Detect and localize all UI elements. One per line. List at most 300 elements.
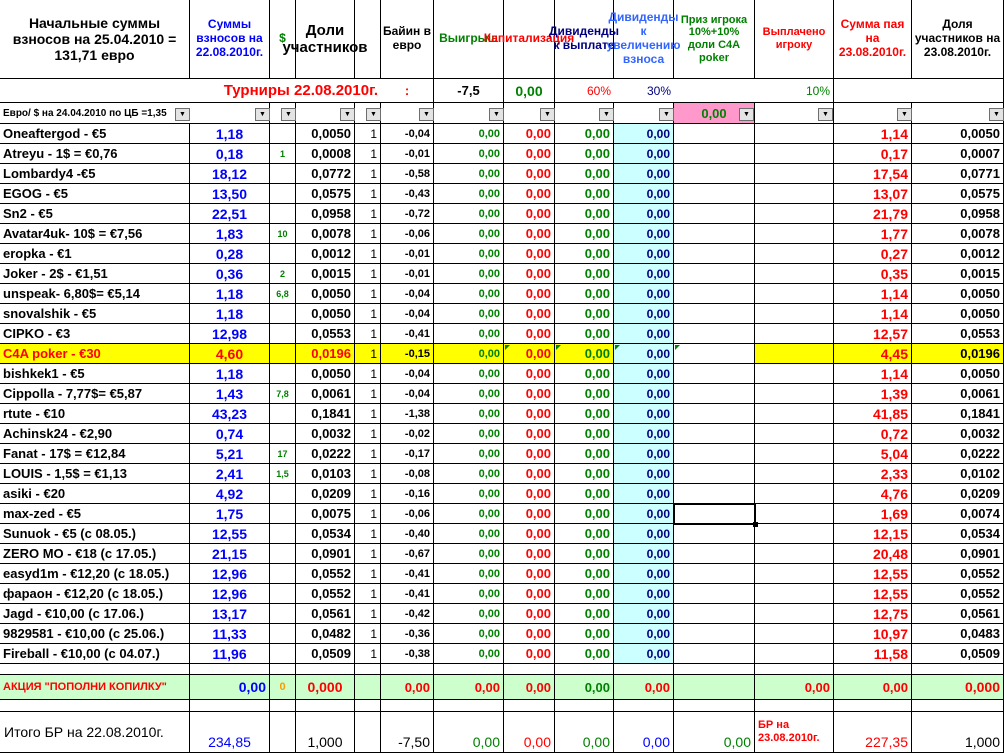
table-cell: 0,00 [434, 544, 504, 564]
table-cell [755, 384, 834, 404]
spacer-cell [190, 664, 270, 675]
table-cell: 12,55 [190, 524, 270, 544]
table-cell: 1 [355, 264, 381, 284]
table-cell: 0,00 [614, 164, 674, 184]
table-cell: 1,14 [834, 364, 912, 384]
table-cell: 0,0222 [912, 444, 1004, 464]
action-cell [355, 675, 381, 700]
table-cell: 0,0209 [912, 484, 1004, 504]
spacer-cell [674, 664, 755, 675]
table-cell: 0,00 [504, 524, 555, 544]
filter-dropdown-13[interactable] [989, 108, 1004, 121]
table-cell: 0,00 [614, 244, 674, 264]
table-cell: 0,00 [555, 504, 614, 524]
table-cell[interactable] [674, 204, 755, 224]
table-cell: 1 [355, 504, 381, 524]
table-cell [755, 324, 834, 344]
table-cell: 0,27 [834, 244, 912, 264]
table-cell: 0,00 [504, 244, 555, 264]
table-cell[interactable] [674, 484, 755, 504]
participant-name: bishkek1 - €5 [0, 364, 190, 384]
table-cell: 0,00 [555, 404, 614, 424]
table-cell [270, 584, 296, 604]
total-cell: 1,000 [296, 712, 355, 753]
table-cell: 10,97 [834, 624, 912, 644]
table-cell[interactable] [674, 184, 755, 204]
spacer-cell [355, 700, 381, 712]
participant-name: Fanat - 17$ = €12,84 [0, 444, 190, 464]
table-cell: 0,0015 [912, 264, 1004, 284]
filter-dropdown-5[interactable] [419, 108, 434, 121]
table-cell: 12,96 [190, 584, 270, 604]
chevron-down-icon: ▼ [822, 111, 829, 118]
total-label: Итого БР на 22.08.2010г. [0, 712, 190, 753]
table-cell: 0,00 [555, 584, 614, 604]
table-cell: 0,00 [614, 484, 674, 504]
table-cell: 0,00 [434, 384, 504, 404]
table-cell[interactable] [674, 164, 755, 184]
table-cell: 0,00 [555, 324, 614, 344]
table-cell [270, 204, 296, 224]
table-cell: 0,0050 [912, 364, 1004, 384]
table-cell [755, 144, 834, 164]
table-cell: 0,00 [504, 124, 555, 144]
table-cell [755, 164, 834, 184]
table-cell: -0,38 [381, 644, 434, 664]
table-cell: 0,0771 [912, 164, 1004, 184]
table-cell[interactable] [674, 564, 755, 584]
table-cell [755, 404, 834, 424]
table-cell: -0,72 [381, 204, 434, 224]
table-cell: -0,40 [381, 524, 434, 544]
table-cell: 0,0561 [296, 604, 355, 624]
tournament-win: 0,00 [504, 79, 555, 103]
table-cell: 5,04 [834, 444, 912, 464]
table-cell: 0,0772 [296, 164, 355, 184]
table-cell[interactable] [674, 304, 755, 324]
table-cell: 0,28 [190, 244, 270, 264]
filter-dropdown-4[interactable] [366, 108, 381, 121]
fill-handle[interactable] [753, 522, 758, 527]
table-cell[interactable] [674, 344, 755, 364]
table-cell: 12,15 [834, 524, 912, 544]
table-cell: 0,00 [504, 144, 555, 164]
chevron-down-icon: ▼ [423, 111, 430, 118]
spacer-cell [555, 664, 614, 675]
table-cell: -0,43 [381, 184, 434, 204]
table-cell: 0,0061 [296, 384, 355, 404]
table-cell: 1 [355, 544, 381, 564]
filter-dropdown-11[interactable] [818, 108, 833, 121]
table-cell: 0,36 [190, 264, 270, 284]
chevron-down-icon: ▼ [663, 111, 670, 118]
table-cell [755, 184, 834, 204]
total-cell: 0,00 [674, 712, 755, 753]
table-cell: 1 [355, 424, 381, 444]
table-cell: 0,0050 [296, 364, 355, 384]
table-cell: 0,00 [555, 524, 614, 544]
tournament-blank-right [834, 79, 1004, 103]
table-cell[interactable] [674, 464, 755, 484]
filter-dropdown-2[interactable] [281, 108, 296, 121]
table-cell: 0,0552 [912, 564, 1004, 584]
table-cell: 0,0196 [296, 344, 355, 364]
table-cell: 0,00 [555, 444, 614, 464]
table-cell: 10 [270, 224, 296, 244]
participant-name: Cippolla - 7,77$= €5,87 [0, 384, 190, 404]
table-cell: 0,0074 [912, 504, 1004, 524]
table-cell: 17 [270, 444, 296, 464]
chevron-down-icon: ▼ [370, 111, 377, 118]
table-cell: 1 [355, 444, 381, 464]
table-cell: 0,00 [434, 564, 504, 584]
table-cell: 1 [355, 484, 381, 504]
table-cell: 0,18 [190, 144, 270, 164]
filter-dropdown-10[interactable] [739, 108, 754, 121]
header-shares: Доли участников [296, 0, 355, 79]
spacer-cell [355, 664, 381, 675]
table-cell [270, 564, 296, 584]
table-cell: 0,00 [504, 264, 555, 284]
table-cell: 0,00 [434, 424, 504, 444]
table-cell: 0,00 [504, 284, 555, 304]
table-cell [755, 264, 834, 284]
table-cell[interactable] [674, 144, 755, 164]
table-cell [270, 504, 296, 524]
table-cell: 0,00 [504, 304, 555, 324]
table-cell: 0,0012 [296, 244, 355, 264]
table-cell: 0,0552 [296, 584, 355, 604]
table-cell: 0,0050 [296, 284, 355, 304]
table-cell: 0,00 [434, 184, 504, 204]
table-cell[interactable] [674, 244, 755, 264]
table-cell: 0,0050 [296, 124, 355, 144]
table-cell: 0,00 [614, 224, 674, 244]
spacer-cell [755, 700, 834, 712]
table-cell: 0,00 [504, 404, 555, 424]
table-cell: 0,00 [555, 464, 614, 484]
table-cell [755, 504, 834, 524]
table-cell: 4,76 [834, 484, 912, 504]
table-cell: -0,01 [381, 264, 434, 284]
table-cell: -0,06 [381, 224, 434, 244]
tournament-blank [674, 79, 755, 103]
table-cell: 1 [355, 324, 381, 344]
table-cell[interactable] [674, 544, 755, 564]
table-cell[interactable] [674, 404, 755, 424]
spacer-cell [614, 700, 674, 712]
table-cell: 1 [355, 384, 381, 404]
table-cell: 0,00 [614, 604, 674, 624]
spacer-cell [434, 664, 504, 675]
table-cell: 12,98 [190, 324, 270, 344]
table-cell: 0,00 [555, 344, 614, 364]
chevron-down-icon: ▼ [285, 111, 292, 118]
table-cell: 0,00 [614, 464, 674, 484]
table-cell: 0,00 [555, 364, 614, 384]
table-cell [270, 484, 296, 504]
selected-cell[interactable] [673, 503, 756, 525]
table-cell: 0,0075 [296, 504, 355, 524]
table-cell: 5,21 [190, 444, 270, 464]
table-cell: 0,00 [434, 484, 504, 504]
filter-dropdown-9[interactable] [659, 108, 674, 121]
table-cell: 13,17 [190, 604, 270, 624]
table-cell: -0,16 [381, 484, 434, 504]
table-cell: 0,00 [504, 424, 555, 444]
table-cell: 13,07 [834, 184, 912, 204]
table-cell[interactable] [674, 324, 755, 344]
filter-dropdown-12[interactable] [897, 108, 912, 121]
table-cell [755, 424, 834, 444]
filter-dropdown-3[interactable] [340, 108, 355, 121]
table-cell: -0,01 [381, 144, 434, 164]
table-cell: 22,51 [190, 204, 270, 224]
table-cell[interactable] [674, 424, 755, 444]
table-cell: 1 [355, 184, 381, 204]
table-cell: 0,00 [555, 144, 614, 164]
table-cell [270, 344, 296, 364]
table-cell: -0,01 [381, 244, 434, 264]
spacer-cell [834, 700, 912, 712]
table-cell: 2 [270, 264, 296, 284]
table-cell: 0,00 [614, 384, 674, 404]
table-cell: 0,00 [504, 384, 555, 404]
spacer-cell [504, 700, 555, 712]
rate-label: Евро/ $ на 24.04.2010 по ЦБ =1,35 [0, 103, 270, 124]
table-cell: 0,00 [434, 344, 504, 364]
table-cell [755, 564, 834, 584]
chevron-down-icon: ▼ [179, 111, 186, 118]
table-cell: 0,0012 [912, 244, 1004, 264]
table-cell: 0,17 [834, 144, 912, 164]
table-cell: 1,77 [834, 224, 912, 244]
participant-name: фараон - €12,20 (с 18.05.) [0, 584, 190, 604]
table-cell: 0,00 [434, 164, 504, 184]
table-cell: 0,0958 [912, 204, 1004, 224]
total-cell [355, 712, 381, 753]
table-cell: 0,00 [434, 364, 504, 384]
table-cell: -0,04 [381, 284, 434, 304]
table-cell: -0,04 [381, 124, 434, 144]
table-cell: 18,12 [190, 164, 270, 184]
table-cell: -0,17 [381, 444, 434, 464]
table-cell: 0,00 [555, 544, 614, 564]
filter-dropdown-6[interactable] [489, 108, 504, 121]
table-cell [270, 544, 296, 564]
table-cell: 0,00 [434, 604, 504, 624]
table-cell: 0,00 [614, 404, 674, 424]
header-blank [355, 0, 381, 79]
table-cell: 17,54 [834, 164, 912, 184]
table-cell: 0,00 [504, 224, 555, 244]
table-cell: 0,0050 [912, 304, 1004, 324]
tournament-cap-pct: 60% [555, 79, 614, 103]
table-cell: 0,00 [555, 164, 614, 184]
table-cell: 12,96 [190, 564, 270, 584]
table-cell[interactable] [674, 624, 755, 644]
table-cell [755, 224, 834, 244]
table-cell: -0,67 [381, 544, 434, 564]
table-cell[interactable] [674, 124, 755, 144]
table-cell: 0,00 [434, 644, 504, 664]
table-cell[interactable] [674, 284, 755, 304]
participant-name: Avatar4uk- 10$ = €7,56 [0, 224, 190, 244]
table-cell: 1 [355, 644, 381, 664]
header-paid: Выплачено игроку [755, 0, 834, 79]
table-cell: 1 [355, 244, 381, 264]
table-cell [755, 304, 834, 324]
table-cell: 0,00 [555, 484, 614, 504]
chevron-down-icon: ▼ [493, 111, 500, 118]
comment-marker-icon [556, 345, 561, 350]
tournament-prize-pct: 10% [755, 79, 834, 103]
table-cell[interactable] [674, 584, 755, 604]
header-win: Выигрыш [434, 0, 504, 79]
spacer-cell [434, 700, 504, 712]
total-cell: 1,000 [912, 712, 1004, 753]
table-cell: 0,00 [434, 144, 504, 164]
total-cell: 0,00 [434, 712, 504, 753]
table-cell [755, 284, 834, 304]
chevron-down-icon: ▼ [743, 111, 750, 118]
table-cell: -0,06 [381, 504, 434, 524]
table-cell: 0,00 [555, 424, 614, 444]
table-cell: 0,00 [555, 224, 614, 244]
table-cell: 0,00 [504, 644, 555, 664]
table-cell: 1 [355, 404, 381, 424]
spacer-cell [614, 664, 674, 675]
total-cell: 0,00 [555, 712, 614, 753]
table-cell: 0,72 [834, 424, 912, 444]
participant-name: 9829581 - €10,00 (с 25.06.) [0, 624, 190, 644]
filter-dropdown-1[interactable] [255, 108, 270, 121]
table-cell[interactable] [674, 644, 755, 664]
table-cell: 0,00 [614, 584, 674, 604]
tournament-div-pct: 30% [614, 79, 674, 103]
table-cell[interactable] [674, 524, 755, 544]
table-cell: 0,00 [504, 164, 555, 184]
table-cell [755, 584, 834, 604]
table-cell: 11,96 [190, 644, 270, 664]
table-cell: 2,41 [190, 464, 270, 484]
header-share-pct: Доля участников на 23.08.2010г. [912, 0, 1004, 79]
table-cell [755, 524, 834, 544]
table-cell: 1,18 [190, 284, 270, 304]
table-cell: 0,00 [555, 604, 614, 624]
action-cell: 0,00 [381, 675, 434, 700]
participant-name: ZERO MO - €18 (с 17.05.) [0, 544, 190, 564]
spacer-cell [555, 700, 614, 712]
participant-name: Fireball - €10,00 (с 04.07.) [0, 644, 190, 664]
participant-name: EGOG - €5 [0, 184, 190, 204]
table-cell: 0,00 [555, 264, 614, 284]
tournament-colon: : [381, 79, 434, 103]
header-buyin: Байин в евро [381, 0, 434, 79]
table-cell [270, 164, 296, 184]
table-cell[interactable] [674, 444, 755, 464]
table-cell: -0,41 [381, 564, 434, 584]
table-cell: 0,00 [614, 184, 674, 204]
table-cell: 43,23 [190, 404, 270, 424]
total-cell [270, 712, 296, 753]
table-cell: 0,00 [434, 524, 504, 544]
table-cell[interactable] [674, 224, 755, 244]
table-cell: -0,58 [381, 164, 434, 184]
table-cell: 0,00 [614, 204, 674, 224]
table-cell [270, 244, 296, 264]
table-cell: 0,00 [434, 324, 504, 344]
table-cell: 1 [355, 464, 381, 484]
action-cell: 0,000 [296, 675, 355, 700]
table-cell: 1 [355, 524, 381, 544]
table-cell: 0,0008 [296, 144, 355, 164]
table-cell: 0,00 [555, 624, 614, 644]
table-cell [755, 544, 834, 564]
chevron-down-icon: ▼ [344, 111, 351, 118]
filter-dropdown-7[interactable] [540, 108, 555, 121]
spacer-cell [270, 664, 296, 675]
table-cell: 21,79 [834, 204, 912, 224]
participant-name: rtute - €10 [0, 404, 190, 424]
action-cell [674, 675, 755, 700]
spacer-cell [912, 664, 1004, 675]
table-cell: 0,0103 [296, 464, 355, 484]
table-cell: 4,45 [834, 344, 912, 364]
table-cell[interactable] [674, 364, 755, 384]
participant-name: C4A poker - €30 [0, 344, 190, 364]
table-cell: 1 [355, 604, 381, 624]
action-cell: 0,00 [190, 675, 270, 700]
filter-dropdown-0[interactable] [175, 108, 190, 121]
spacer-cell [381, 664, 434, 675]
table-cell: 2,33 [834, 464, 912, 484]
table-cell[interactable] [674, 384, 755, 404]
spacer-cell [912, 700, 1004, 712]
chevron-down-icon: ▼ [603, 111, 610, 118]
participant-name: Atreyu - 1$ = €0,76 [0, 144, 190, 164]
table-cell [270, 184, 296, 204]
table-cell [270, 364, 296, 384]
comment-marker-icon [615, 345, 620, 350]
action-cell: 0,00 [755, 675, 834, 700]
table-cell: 0,0553 [912, 324, 1004, 344]
table-cell [270, 404, 296, 424]
table-cell: 0,00 [555, 244, 614, 264]
chevron-down-icon: ▼ [901, 111, 908, 118]
table-cell: 0,0552 [912, 584, 1004, 604]
participant-name: Oneaftergod - €5 [0, 124, 190, 144]
table-cell[interactable] [674, 604, 755, 624]
table-cell: 0,00 [504, 504, 555, 524]
table-cell: 4,92 [190, 484, 270, 504]
table-cell: 0,00 [434, 304, 504, 324]
chevron-down-icon: ▼ [544, 111, 551, 118]
table-cell: 1,14 [834, 284, 912, 304]
table-cell: 0,00 [504, 564, 555, 584]
filter-dropdown-8[interactable] [599, 108, 614, 121]
table-cell: 1,18 [190, 124, 270, 144]
table-cell: 1 [355, 364, 381, 384]
table-cell[interactable] [674, 264, 755, 284]
table-cell [755, 644, 834, 664]
table-cell: 11,58 [834, 644, 912, 664]
table-cell: -0,08 [381, 464, 434, 484]
table-cell: 1,69 [834, 504, 912, 524]
spacer-cell [834, 664, 912, 675]
header-initial-sums: Начальные суммы взносов на 25.04.2010 = 131,71 евро [0, 0, 190, 79]
table-cell: 0,00 [504, 624, 555, 644]
